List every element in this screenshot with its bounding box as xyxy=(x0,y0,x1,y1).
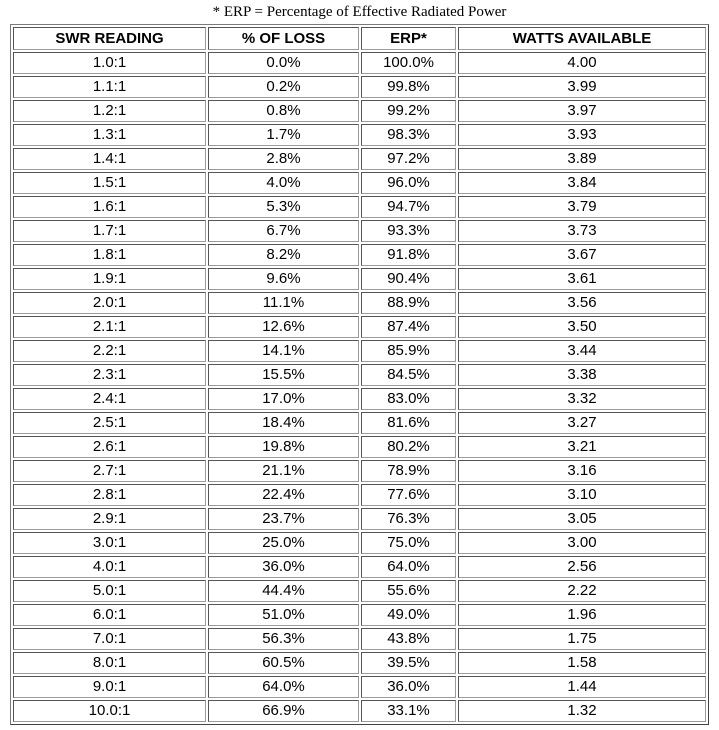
cell-percent-loss: 22.4% xyxy=(208,484,359,506)
cell-percent-loss: 5.3% xyxy=(208,196,359,218)
cell-watts-available: 1.32 xyxy=(458,700,706,722)
cell-erp: 98.3% xyxy=(361,124,456,146)
cell-erp: 43.8% xyxy=(361,628,456,650)
cell-swr-reading: 2.9:1 xyxy=(13,508,206,530)
table-row xyxy=(13,700,706,722)
cell-erp: 99.2% xyxy=(361,100,456,122)
cell-swr-reading: 1.6:1 xyxy=(13,196,206,218)
cell-erp: 99.8% xyxy=(361,76,456,98)
cell-percent-loss: 51.0% xyxy=(208,604,359,626)
cell-erp: 97.2% xyxy=(361,148,456,170)
cell-percent-loss: 18.4% xyxy=(208,412,359,434)
cell-watts-available: 3.44 xyxy=(458,340,706,362)
cell-percent-loss: 25.0% xyxy=(208,532,359,554)
cell-swr-reading: 3.0:1 xyxy=(13,532,206,554)
cell-swr-reading: 8.0:1 xyxy=(13,652,206,674)
cell-erp: 64.0% xyxy=(361,556,456,578)
table-row xyxy=(13,604,706,626)
cell-erp: 80.2% xyxy=(361,436,456,458)
cell-percent-loss: 6.7% xyxy=(208,220,359,242)
cell-swr-reading: 10.0:1 xyxy=(13,700,206,722)
cell-watts-available: 1.58 xyxy=(458,652,706,674)
cell-watts-available: 3.50 xyxy=(458,316,706,338)
cell-erp: 76.3% xyxy=(361,508,456,530)
swr-table xyxy=(10,24,709,725)
cell-watts-available: 3.00 xyxy=(458,532,706,554)
cell-swr-reading: 1.0:1 xyxy=(13,52,206,74)
cell-swr-reading: 2.6:1 xyxy=(13,436,206,458)
cell-erp: 90.4% xyxy=(361,268,456,290)
table-caption: * ERP = Percentage of Effective Radiated Power xyxy=(212,4,507,20)
table-body xyxy=(13,52,706,722)
cell-erp: 33.1% xyxy=(361,700,456,722)
cell-percent-loss: 12.6% xyxy=(208,316,359,338)
cell-erp: 83.0% xyxy=(361,388,456,410)
cell-watts-available: 1.75 xyxy=(458,628,706,650)
cell-erp: 55.6% xyxy=(361,580,456,602)
cell-erp: 39.5% xyxy=(361,652,456,674)
cell-watts-available: 3.21 xyxy=(458,436,706,458)
cell-watts-available: 1.44 xyxy=(458,676,706,698)
cell-percent-loss: 2.8% xyxy=(208,148,359,170)
cell-swr-reading: 2.4:1 xyxy=(13,388,206,410)
header-erp: ERP* xyxy=(361,27,456,50)
cell-watts-available: 3.05 xyxy=(458,508,706,530)
cell-percent-loss: 0.0% xyxy=(208,52,359,74)
cell-watts-available: 3.61 xyxy=(458,268,706,290)
cell-percent-loss: 9.6% xyxy=(208,268,359,290)
cell-watts-available: 3.56 xyxy=(458,292,706,314)
cell-swr-reading: 5.0:1 xyxy=(13,580,206,602)
cell-percent-loss: 1.7% xyxy=(208,124,359,146)
cell-watts-available: 1.96 xyxy=(458,604,706,626)
cell-percent-loss: 44.4% xyxy=(208,580,359,602)
cell-erp: 77.6% xyxy=(361,484,456,506)
cell-erp: 36.0% xyxy=(361,676,456,698)
table-row xyxy=(13,412,706,434)
cell-watts-available: 3.84 xyxy=(458,172,706,194)
cell-percent-loss: 0.2% xyxy=(208,76,359,98)
table-row xyxy=(13,316,706,338)
cell-watts-available: 3.27 xyxy=(458,412,706,434)
cell-swr-reading: 1.1:1 xyxy=(13,76,206,98)
cell-watts-available: 3.38 xyxy=(458,364,706,386)
header-swr-reading: SWR READING xyxy=(13,27,206,50)
cell-percent-loss: 56.3% xyxy=(208,628,359,650)
table-row xyxy=(13,172,706,194)
cell-swr-reading: 1.3:1 xyxy=(13,124,206,146)
header-watts-available: WATTS AVAILABLE xyxy=(458,27,706,50)
cell-watts-available: 3.10 xyxy=(458,484,706,506)
cell-watts-available: 3.97 xyxy=(458,100,706,122)
table-row xyxy=(13,292,706,314)
cell-erp: 49.0% xyxy=(361,604,456,626)
header-row xyxy=(13,27,706,50)
cell-swr-reading: 1.9:1 xyxy=(13,268,206,290)
cell-watts-available: 3.93 xyxy=(458,124,706,146)
cell-percent-loss: 4.0% xyxy=(208,172,359,194)
cell-watts-available: 2.22 xyxy=(458,580,706,602)
cell-swr-reading: 1.5:1 xyxy=(13,172,206,194)
table-row xyxy=(13,580,706,602)
cell-swr-reading: 1.4:1 xyxy=(13,148,206,170)
cell-watts-available: 3.32 xyxy=(458,388,706,410)
cell-erp: 85.9% xyxy=(361,340,456,362)
table-row xyxy=(13,532,706,554)
cell-erp: 84.5% xyxy=(361,364,456,386)
table-row xyxy=(13,460,706,482)
cell-swr-reading: 2.3:1 xyxy=(13,364,206,386)
cell-percent-loss: 64.0% xyxy=(208,676,359,698)
cell-percent-loss: 21.1% xyxy=(208,460,359,482)
table-row xyxy=(13,52,706,74)
table-row xyxy=(13,652,706,674)
table-row xyxy=(13,124,706,146)
cell-swr-reading: 1.8:1 xyxy=(13,244,206,266)
cell-erp: 75.0% xyxy=(361,532,456,554)
cell-percent-loss: 17.0% xyxy=(208,388,359,410)
cell-erp: 81.6% xyxy=(361,412,456,434)
cell-erp: 87.4% xyxy=(361,316,456,338)
cell-erp: 96.0% xyxy=(361,172,456,194)
table-row xyxy=(13,436,706,458)
cell-swr-reading: 9.0:1 xyxy=(13,676,206,698)
table-row xyxy=(13,196,706,218)
cell-erp: 93.3% xyxy=(361,220,456,242)
cell-percent-loss: 8.2% xyxy=(208,244,359,266)
table-row xyxy=(13,100,706,122)
cell-watts-available: 3.89 xyxy=(458,148,706,170)
cell-watts-available: 3.79 xyxy=(458,196,706,218)
cell-percent-loss: 60.5% xyxy=(208,652,359,674)
cell-swr-reading: 2.8:1 xyxy=(13,484,206,506)
table-row xyxy=(13,508,706,530)
table-row xyxy=(13,340,706,362)
table-row xyxy=(13,556,706,578)
cell-percent-loss: 66.9% xyxy=(208,700,359,722)
cell-watts-available: 3.67 xyxy=(458,244,706,266)
cell-watts-available: 4.00 xyxy=(458,52,706,74)
cell-swr-reading: 4.0:1 xyxy=(13,556,206,578)
table-header xyxy=(13,27,706,50)
cell-swr-reading: 2.1:1 xyxy=(13,316,206,338)
table-row xyxy=(13,628,706,650)
table-row xyxy=(13,76,706,98)
table-row xyxy=(13,244,706,266)
cell-percent-loss: 14.1% xyxy=(208,340,359,362)
cell-swr-reading: 6.0:1 xyxy=(13,604,206,626)
cell-percent-loss: 15.5% xyxy=(208,364,359,386)
cell-watts-available: 3.16 xyxy=(458,460,706,482)
cell-percent-loss: 19.8% xyxy=(208,436,359,458)
header-percent-loss: % OF LOSS xyxy=(208,27,359,50)
cell-watts-available: 3.73 xyxy=(458,220,706,242)
cell-swr-reading: 1.7:1 xyxy=(13,220,206,242)
cell-percent-loss: 11.1% xyxy=(208,292,359,314)
cell-percent-loss: 0.8% xyxy=(208,100,359,122)
cell-watts-available: 2.56 xyxy=(458,556,706,578)
cell-erp: 100.0% xyxy=(361,52,456,74)
cell-percent-loss: 36.0% xyxy=(208,556,359,578)
table-row xyxy=(13,148,706,170)
table-row xyxy=(13,364,706,386)
cell-swr-reading: 2.2:1 xyxy=(13,340,206,362)
cell-swr-reading: 2.7:1 xyxy=(13,460,206,482)
cell-erp: 94.7% xyxy=(361,196,456,218)
table-row xyxy=(13,220,706,242)
cell-percent-loss: 23.7% xyxy=(208,508,359,530)
cell-swr-reading: 2.5:1 xyxy=(13,412,206,434)
table-row xyxy=(13,676,706,698)
cell-watts-available: 3.99 xyxy=(458,76,706,98)
cell-erp: 88.9% xyxy=(361,292,456,314)
cell-erp: 91.8% xyxy=(361,244,456,266)
cell-swr-reading: 1.2:1 xyxy=(13,100,206,122)
table-row xyxy=(13,268,706,290)
table-row xyxy=(13,484,706,506)
cell-erp: 78.9% xyxy=(361,460,456,482)
cell-swr-reading: 7.0:1 xyxy=(13,628,206,650)
cell-swr-reading: 2.0:1 xyxy=(13,292,206,314)
table-row xyxy=(13,388,706,410)
